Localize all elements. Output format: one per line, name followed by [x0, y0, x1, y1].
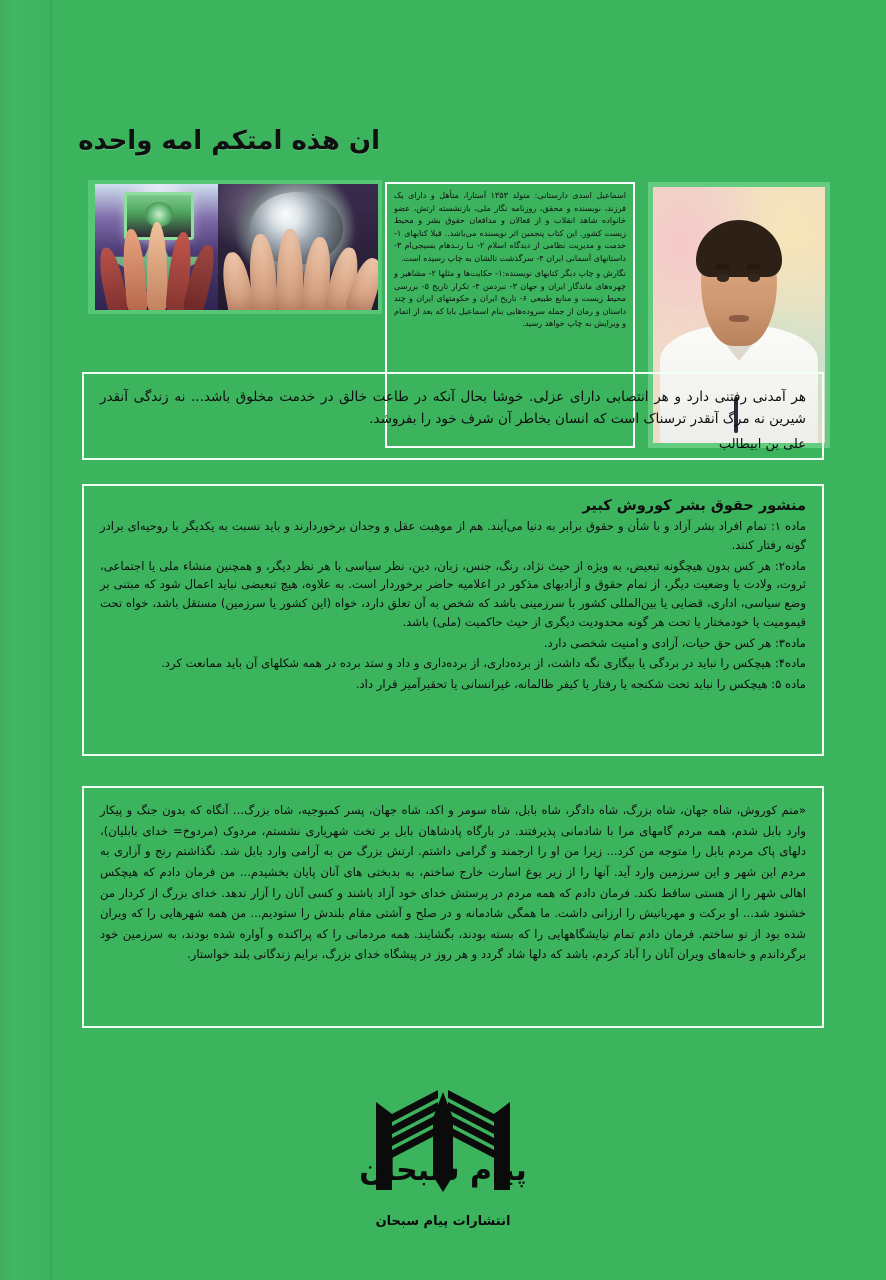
- top-section: [0, 86, 886, 368]
- charter-article-3: ماده۳: هر کس حق حیات، آزادی و امنیت شخصی دارد.: [543, 635, 806, 650]
- bio-paragraph-1: اسماعیل اسدی دارستانی: متولد ۱۳۵۳ آستارا، متأهل و دارای یک فرزند، نویسنده و محقق، روزنامه نگار ملی، بازنشسته ارتش، عضو خانواده شاهد انقلاب و از فعالان و مدافعان حقوق بشر و محیط زیست کشور. این کتاب پنجمین اثر نویسنده می‌باشد.. قبلا کتابهای ۱- خدمت و مدیریت نظامی از دیدگاه اسلام ۲- نـا رنـدهام بسیجی‌ام ۳- داستانهای آسمانی ایران ۴- سرگذشت تالشان به چاپ رسیده است.: [394, 190, 626, 263]
- quran-hands-image: [92, 184, 218, 310]
- publisher-block: [0, 1072, 886, 1229]
- charter-article-5: ماده ۵: هیچکس را نباید تحت شکنجه یا رفتار یا کیفر ظالمانه، غیرانسانی یا تحقیرآمیز قرار داد.: [355, 677, 806, 692]
- bio-paragraph-2: نگارش و چاپ دیگر کتابهای نویسنده:۱- حکایت‌ها و مثلها ۲- مشاهیر و چهره‌های ماندگار ایران و جهان ۳- نبردمن ۴- تکرار تاریخ ۵- بررسی محیط زیست و منابع طبیعی ۶- تاریخ ایران و حکومتهای ایران و چند داستان و رمان از جمله سروده‌هایی بنام اسماعیل بابا که بعد از اتمام و ویرایش به چاپ خواهد رسید.: [394, 268, 627, 329]
- quote-text: هر آمدنی رفتنی دارد و هر انتصابی دارای عزلی. خوشا بحال آنکه در طاعت خالق در خدمت مخلوق باشد... نه زندگی آنقدر شیرین نه مرگ آنقدر ترسناک است که انسان بخاطر آن شرف خود را بفروشد.: [100, 389, 806, 428]
- charter-article-4: ماده۴: هیچکس را نباید در بردگی یا بیگاری نگه داشت، از برده‌داری، از برده‌داری و داد و ستد برده در همه شکلهای آن باید ممانعت کرد.: [161, 656, 806, 671]
- charter-article-2: ماده۲: هر کس بدون هیچگونه تبعیض، به ویژه از حیث نژاد، رنگ، جنس، زبان، دین، نظر سیاسی با هر نظر دیگر، و همچنین منشاء ملی یا اجتماعی، ثروت، ولادت یا وضعیت دیگر، از تمام حقوق و آزادیهای مذکور در اعلامیه حاضر برخوردار است. به علاوه، هیچ تبعیضی نباید اعمال شود که مبتنی بر وضع سیاسی، اداری، قضایی یا بین‌المللی کشور با سرزمینی باشد که شخص به آن تعلق دارد، خواه (این کشور یا سرزمین) مستقل باشد، خواه تحت قیمومیت یا خودمختار یا تحت هر گونه محدودیت دیگری از حیث حاکمیت (ملی) باشد.: [100, 558, 806, 629]
- logo-wordmark: پیام سبحان: [359, 1153, 527, 1188]
- quote-box: [82, 372, 824, 460]
- cyrus-cylinder-box: [82, 786, 824, 1028]
- page-title: ان هذه امتكم امه واحده: [78, 126, 380, 156]
- payam-sobhan-logo: [358, 1072, 528, 1212]
- cyrus-cylinder-text: «منم کوروش، شاه جهان، شاه بزرگ، شاه دادگر، شاه بابل، شاه سومر و اکد، شاه جهان، پسر کمبوجیه، شاه بزرگ... آنگاه که بدون جنگ و پیکار وارد بابل شدم، همه مردم گامهای مرا با شادمانی پذیرفتند. در بارگاه پادشاهان بابل بر تخت شهریاری نشستم، مردوک (مردوخ= خدای بابلیان)، دلهای پاک مردم بابل را متوجه من کرد... زیرا من او را ارجمند و گرامی داشتم. ارتش بزرگ من به آرامی وارد بابل شد. نگذاشتم رنج و آزاری به مردم این شهر و این سرزمین وارد آید. آنها را از زیر یوغ اسارت خارج ساختم، به بدبختی های آنان پایان بخشیدم... من فرمان دادم که هیچکس اهالی شهر را از هستی ساقط نکند. فرمان دادم که همه مردم در پرستش خدای خود آزاد باشند و کسی آنان را آزار ندهد. خدای بزرگ از کردار من خشنود شد... او برکت و مهربانیش را ارزانی داشت. ما همگی شادمانه و در صلح و آشتی مقام بلندش را ستودیم... من همه شهرهایی را که ویران شده بود از نو ساختم. فرمان دادم تمام نیایشگاههایی را که بسته بودند، بگشایند. همه مردمانی را که پراکنده و آواره شده بودند، به سرزمین خود برگرداندم و خانه‌های ویران آنان را آباد کردم، باشد که دلها شاد گردد و هر روز در پیشگاه خدای بزرگ، برایم زندگانی بلند خواستار.: [100, 803, 806, 962]
- quote-attribution: علی بن ابیطالب: [718, 436, 806, 452]
- publisher-name: انتشارات پیام سبحان: [375, 1214, 511, 1229]
- charter-title: منشور حقوق بشر کوروش کبیر: [582, 498, 806, 514]
- charter-box: [82, 484, 824, 756]
- illustration-strip: [88, 180, 382, 314]
- hand-shape: [277, 229, 303, 310]
- globe-hands-image: [218, 184, 378, 310]
- charter-article-1: ماده ۱: تمام افراد بشر آزاد و با شأن و حقوق برابر به دنیا می‌آیند. هم از موهبت عقل و وجدان برخوردارند و باید نسبت به یکدیگر با روحیه‌ای برادر گونه رفتار کنند.: [100, 519, 806, 552]
